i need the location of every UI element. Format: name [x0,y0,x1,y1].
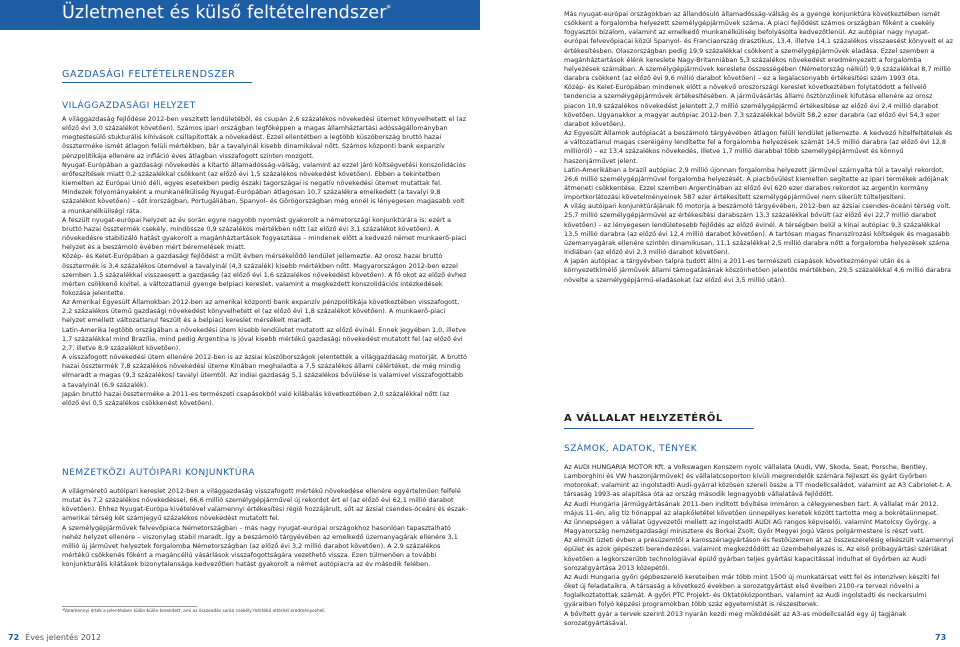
footnote-divider [62,606,197,607]
page-number-left: 72 [8,633,20,642]
paragraph: A világgazdaság fejlődése 2012-ben veszített lendületéből, és csupán 2,6 százalékos növekedési ütemet könyvelhetett el (az előző évi 3,0 százalékot követően). Számos ipari országban legfőképpen a magas államháztartási adósságállományban megtestesülő stukturális kihívások csillapították a növekedést. Ezzel ellentétben a legtöbb küszöbország bruttó hazai össztermékе ismét átlagon felüli mértékben, bár a tavalyinál kisebb dinamikával nőtt. Számos központi bank expanzív pénzpolitikája ellenére az infláció éves átlagban visszafogott szinten mozgott. [62,115,467,160]
paragraph: Latin-Amerikában a brazil autópiac 2,9 millió újonnan forgalomba helyezett járművel szárnyalta túl a tavalyi rekordot, 26,6 millió személygépjárművel forgalomba helyezését. A piacbővülést kiemelten segítette az ipari termékek adójának átmeneti csökkentése. Ezzel szemben Argentínában az előző évi 620 ezer darabos rekordot az argentin kormány importkorlátozási követelményeinek 587 ezer értékesített személygépjárművel nem sikerült túlteljesíteni. [564,165,949,202]
paragraph: A visszafogott növekedési ütem ellenére 2012-ben is az ázsiai küszöbországok jelentették a világgazdaság motorját. A bruttó hazai össztermék 7,8 százalékos növekedési üteme Kínában meghaladta a 7,5 százalékos állami célértéket, de még mindig elmaradt a magas (9,3 százalékos) tavalyi ütemtől. Az indiai gazdaság 5,1 százalékos bővülése is valamivel visszafogottabb a tavalyinál (6,9 százalék). [62,353,467,389]
paragraph: A világ autóipari konjunktúrájának fő motorja a beszámoló tárgyévében, 2012-ben az ázsiai csendes-óceáni térség volt. 25,7 millió személygépjárművel az értékesítési darabszám 13,3 százalékkal bővült (az előző évi 22,7 millió darabot követően) – ez lényegesen lendületesebb fejlődés az előző évinél. A térségben belül a kínai autópiac 9,3 százalékkal 13,5 millió darabra (az előző évi 12,4 millió darabot követően). A tartósan magas finanszírozási költségek és magasabb üzemanyagárak ellenére szintén dinamikusan, 11,1 százalékkal 2,5 millió darabra nőtt a forgalomba helyezések száma Indiában (az előző évi 2,3 millió darabot követően). [564,202,951,257]
paragraph: A világméretű autóipari kereslet 2012-ben a világgazdaság visszafogott mértékű növekedése ellenére egyértelműen felfelé mutat és 7,2 százalékos növekedéssel, 66,6 millió személygépjárművel új rekordot ért el (az előző évi 62,1 millió darabot követően). Ehhez Nyugat-Európa kivételével valamennyi értékesítési régió hozzájárult, sőt az ázsiai csendes-óceáni és észak-amerikai térség két számjegyű százalékos növekedést mutatott fel. [62,487,468,523]
footnote: *Valamennyi érték a jelentésben külön-külön kerekített, ami az összeadás során csekély mértékű eltérést eredményezhet. [62,609,326,614]
report-label: Éves jelentés 2012 [25,633,102,642]
paragraph: A személygépjárművek felvevőpiaca Németországban – más nagy nyugat-európai országokhoz hasonlóan tapasztalható nehéz helyzet ellenére – viszonylag stabil maradt. Így a beszámoló tárgyévében az emelkedő üzemanyagárak ellenére 3,1 millió új járművet helyeztek forgalomba Németországban (az előző évi 3,2 millió darabot követően). A 2,9 százalékos mértékű csökkenés főként a magáncéllú vásárlások visszafogottságára vezethető vissza. Ezen túlmenően a további konjunkturális kilátások bizonytalansága kedvezőtlen hatást gyakorolt a német autópiacra az év második felében. [62,523,458,569]
paragraph: A feszült nyugat-európai helyzet az év során egyre nagyobb nyomást gyakorolt a németországi konjunktúrára is; ezért a bruttó hazai össztermék csekély, mindössze 0,9 százalékos mértékben nőtt (az előző évi 3,1 százalékot követően). A növekedésre stabilizáló hatást gyakorolt a magánháztartások fogyasztása – mindenek előtt a kedvező német munkaerő-piaci helyzet és a beszámoló évében mért béremelések miatt. [62,215,467,252]
paragraph: Japán bruttó hazai össztermékе a 2011-es természeti csapásokból való kilábalás következtében 2,0 százalékkal nőtt (az előző évi 0,5 százalékos csökkenést követően). [62,389,450,407]
paragraph: Az ünnepségen a vállalat ügyvezetői mellett az ingolstadti AUDI AG rangos képviselői, valamint Matolcsy György, a Magyarország nemzetgazdasági minisztere és Borkai Zsolt, Győr Megyei Jogú Város polgármestere is részt vett. [564,517,937,536]
paragraph: Az Audi Hungaria győri gépbeszerelő kereteiben már több mint 1500 új munkatársat vett fel és intenzíven készíti fel őket új feladataikra. A társaság a következő években a sorozatgyártást első éveiben 2100-ra tervezi növelni a foglalkoztatottak számát. A győri PTC Projekt- és Oktatóközpontban, valamint az Audi ingolstadti és neckarsulmi gyáraiban folyó képzési programokban több száz egyetemistát is részesítenek. [564,572,940,609]
paragraph: A japán autópiac a tárgyévben talpra tudott állni a 2011-es természeti csapások következményei után és a környezetkímélő járművek állami támogatásának köszönhetően jelentős mértékben, 29,5 százalékkal 4,6 millió darabra növelte a személygépjármű-eladásokat (az előző évi 3,5 millió után). [564,257,951,284]
page-title: Üzletmenet és külső feltételrendszer* [62,3,392,23]
right-column-text [564,10,954,285]
title-footnote-mark: * [386,4,392,15]
paragraph: Közép- és Kelet-Európában a gazdasági fejlődést a műlt évben mérsékelődő lendület jellemezte. Az orosz hazai bruttó össztermék is 3,4 százalékos ütemével a tavalyinál (4,3 százalék) kisebb mértékben nőtt. Magyarországon 2012-ben ezzel szemben 1,5 százalékkal visszaesett a gazdaság (az előző évi 1,6 százalékos növekedést követően). A fő okot az előző évhez mérten csökkenő kivitel, a változatlanul gyenge belpiaci kereslet, valamint a megkezdett konszolidációs intézkedések fokozása jelentette. [62,252,467,297]
paragraph: Az Audi Hungaria járműgyártásának 2011-ben indított bővítése immáron a célegyenesben tart. A vállalat már 2012. május 11-én, alig tíz hónappal az alapkőletétel követően ünnepélyes keretek között tartotta meg a bokrétaünnepet. [564,499,939,517]
subheading-facts: SZÁMOK, ADATOK, TÉNYEK [564,444,698,454]
subheading-auto-industry: NEMZETKÖZI AUTÓIPARI KONJUNKTÚRA [62,468,255,478]
section-heading-economic: GAZDASÁGI FELTÉTELRENDSZER [62,69,236,80]
section-divider [62,82,252,83]
paragraph: Az AUDI HUNGARIA MOTOR Kft. a Volkswagen Konszern nyolc vállalata (Audi, VW, Skoda, Seat, Porsche, Bentley, Lamborghini és VW haszonjárművek) és vállalatcsoporton kívüli megrendelők számára fejleszt és gyárt Győrben motorokat, valamint az ingolstadti Audi-gyárral közösen szereli össze a TT modellcsaládot, valamint az A3 Cabriolet-t. A társaság 1993-as alapítása óta az ország második legnagyobb vállalatává fejlődött. [564,463,951,499]
paragraph: Az elmúlt üzleti évben a présüzemtől a karosszériagyártáson és festőüzemen át az összeszerelésig elkészült valamennyi épület és azok gépészeti berendezései, valamint megkezdődött az üzembehelyezés is. Az első próbagyártási szériákat követően a legkorszerűbb technológiával épülő gyárban teljes gyártási kapacitással indulhat el Győrben az Audi sorozatgyártása 2013 közepétől. [564,536,954,572]
facts-text [564,463,954,628]
paragraph: Latin-Amerika legtöbb országában a növekedési ütem kisebb lendületet mutatott az előző évinél. Ennek jegyében 1,0, illetve 1,7 százalékkal mind Brazília, mind pedig Argentína is jóval kisebb mértékű gazdasági növekedést mutatott fel (az előző évi 2,7, illetve 8,9 százalékot követően). [62,325,466,352]
subheading-world-economy: VILÁGGAZDASÁGI HELYZET [62,101,196,111]
paragraph: Közép- és Kelet-Európában mindenek előtt a növekvő oroszországi kereslet következtében folytatódott a felívelő tendencia a személygépjárművek értékesítésében. A járművásárlás állami ösztönzőinek kifutása ellenére az orosz piacon 10,9 százalékos növekedést jelentett 2,7 millió személygépjármű értékesítése az előző évi 2,4 millió darabot követően. Ugyanakkor a magyar autópiac 2012-ben 7,3 százalékkal bővült 58,2 ezer darabra (az előző évi 54,3 ezer darabot követően). [564,83,940,128]
paragraph: Az Amerikai Egyesült Államokban 2012-ben az amerikai központi bank expanzív pénzpolitikája következtében visszafogott, 2,2 százalékos ütemű gazdasági növekedést könyvelhetett el (az előző évi 1,8 százalékot követően). A munkaerő-piaci helyzet emellett változatlanul feszült és a belpiaci kereslet mérsékelt maradt. [62,298,460,325]
paragraph: A bővített gyár a tervek szerint 2013 nyarán kezdi meg működését az A3-as modellcsalád egy új tagjának sorozatgyártásával. [564,609,907,627]
page-number-right: 73 [935,633,947,642]
paragraph: Az Egyesült Államok autópiacát a beszámoló tárgyévében átlagon felüli lendület jellemezte. A kedvező hitelfeltételek és a változatlanul magas cseréigény lendítette fel a forgalomba helyezések számát 14,5 millió darabra (az előző évi 12,8 millióról) – ez 13,4 százalékos növekedés, illetve 1,7 millió darabbal több személygépjárművet és könnyű haszonjárművet jelent. [564,129,953,165]
world-economy-text [62,115,468,408]
section-divider [564,428,754,429]
paragraph: Más nyugat-európai országokban az állandósuló államadósság-válság és a gyenge konjunktúra következtében ismét csökkent a forgalomba helyezett személygépjárművek száma. A piaci fejlődést számos országban főként a csekély fogyasztói bizalom, valamint az emelkedő munkanélküliség befolyásolta kedvezőtlenül. Az autópiar nagy nyugat-európai felvevőpiacai közül Spanyol- és Franciaország drasztikus, 13,4, illetve 14,1 százalékos visszaesést könyvelt el az értékesítésben, Olaszországban pedig 19,9 százalékkal csökkent a személygépjárművek eladása. Ezzel szemben a magánháztartások élénk kereslete Nagy-Britanniában 5,3 százalékos növekedést eredményezett a forgalomba helyezések számában. A személygépjárművek kereslete összességében (Németország nélkül) 9,9 százalékkal 8,7 millió darabra csökkent (az előző évi 9,6 millió darabot követően) – ez a legalacsonyabb értékesítési szám 1993 óta. [564,10,954,83]
section-heading-company: A VÁLLALAT HELYZETÉRŐL [564,413,723,424]
auto-industry-text [62,487,468,569]
paragraph: Nyugat-Európában a gazdasági növekedés a kitartó államadósság-válság, valamint az ezzel járó költségvetési konszolidációs erőfeszítések miatt 0,2 százalékkal csökkent (az előző évi 1,5 százalékos növekedést követően). Ebben a tekintetben kiemelten az Európai Unió déli, egyes esetekben pedig északi tagországai is negatív növekedési ütemet mutattak fel. Mindezek folyományaként a munkanélküliség Nyugat-Európában átlagosan 10,7 százalékra emelkedett (a tavalyi 9,8 százalékot követően) – sőt Írországban, Portugáliában, Spanyol- és Görögországban még ennél is lényegesen magasabb volt a munkanélküliségi ráta. [62,160,466,215]
footer-left [8,633,101,642]
